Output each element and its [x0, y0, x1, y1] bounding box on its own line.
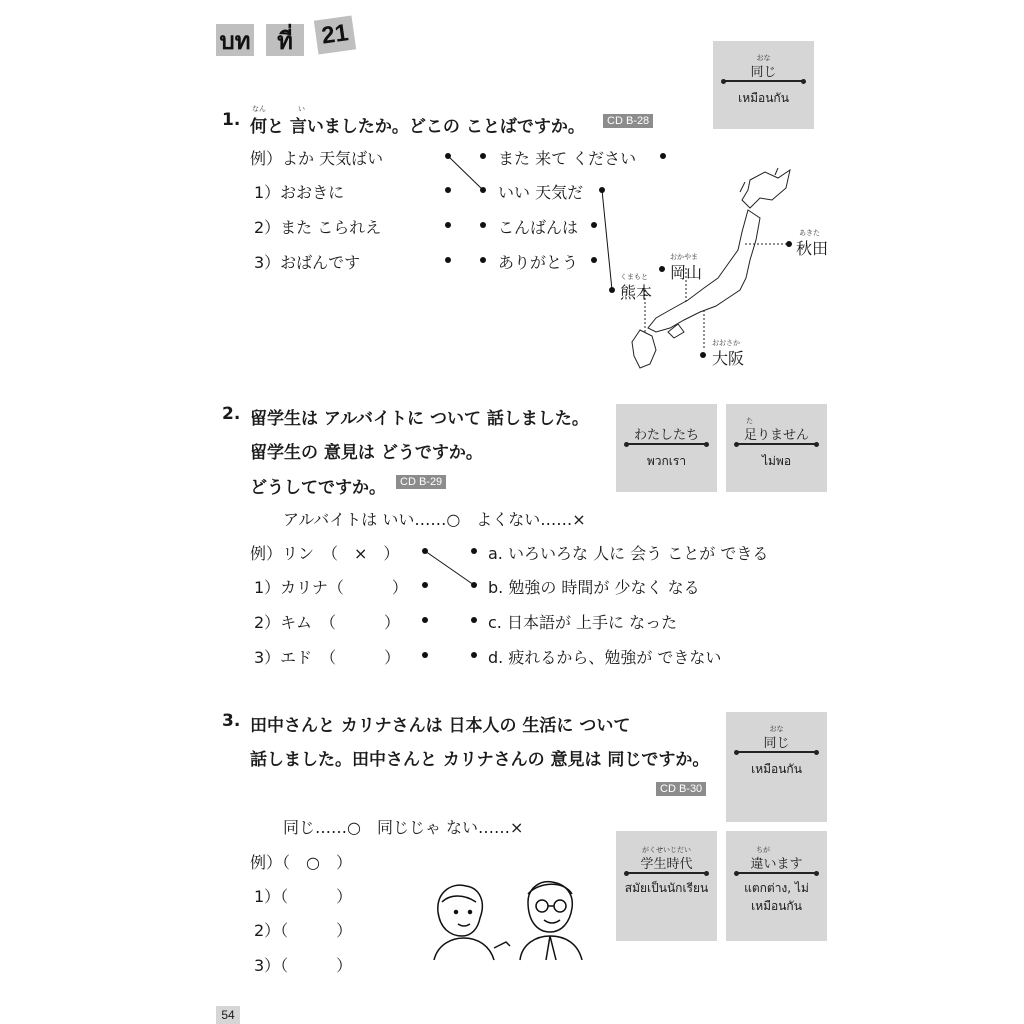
- q2-right-item-2: c. 日本語が 上手に なった: [488, 613, 678, 632]
- cd-track-badge: CD B-28: [603, 114, 653, 128]
- page-number: 54: [216, 1006, 240, 1024]
- vocab-meaning: เหมือนกัน: [751, 762, 802, 776]
- q2-left-item-1: 1）カリナ（ ）: [254, 578, 408, 597]
- map-label-osaka: 大阪: [712, 349, 745, 368]
- vocab-meaning: ไม่พอ: [761, 454, 792, 468]
- cd-track-badge: CD B-29: [396, 475, 446, 489]
- q1-left-item-1: 1）おおきに: [254, 183, 345, 202]
- q1-left-item-3: 3）おばんです: [254, 253, 361, 272]
- furigana: おおさか: [712, 339, 740, 347]
- q2-right-item-3: d. 疲れるから、勉強が できない: [488, 648, 722, 667]
- lesson-word-tab: บท: [216, 24, 254, 56]
- vocab-card: [726, 712, 827, 822]
- q3-number: 3.: [222, 711, 241, 731]
- q2-prompt-line1: 留学生は アルバイトに ついて 話しました。: [250, 409, 589, 429]
- furigana: くまもと: [620, 273, 648, 281]
- lesson-suffix-tab: ที่: [266, 24, 304, 56]
- vocab-word: 違います: [750, 857, 803, 872]
- vocab-card: [713, 41, 814, 129]
- q2-right-item-1: b. 勉強の 時間が 少なく なる: [488, 578, 700, 597]
- q3-answer-3: 3）（ ）: [254, 956, 353, 975]
- vocab-meaning: แตกต่าง, ไม่เหมือนกัน: [744, 881, 809, 913]
- q3-prompt-line2: 話しました。田中さんと カリナさんの 意見は 同じですか。: [250, 750, 710, 770]
- lesson-number-tab: 21: [314, 16, 356, 55]
- q2-prompt-line2: 留学生の 意見は どうですか。: [250, 443, 483, 463]
- vocab-word: 同じ: [763, 736, 790, 751]
- vocab-word: 足りません: [743, 428, 809, 443]
- vocab-meaning: เหมือนกัน: [738, 91, 789, 105]
- q1-left-item-0: 例）よか 天気ばい: [250, 149, 384, 168]
- vocab-card: [726, 831, 827, 941]
- map-label-kumamoto: 熊本: [620, 283, 653, 302]
- furigana: おな: [756, 54, 771, 62]
- furigana: おかやま: [670, 253, 698, 261]
- q1-left-item-2: 2）また こられえ: [254, 218, 382, 237]
- q3-legend: 同じ……○ 同じじゃ ない……×: [283, 818, 524, 837]
- conversation-illustration: [428, 872, 588, 962]
- furigana: た: [746, 417, 753, 425]
- q2-legend: アルバイトは いい……○ よくない……×: [283, 510, 586, 529]
- furigana: おな: [769, 725, 784, 733]
- cd-track-badge: CD B-30: [656, 782, 706, 796]
- vocab-meaning: พวกเรา: [646, 454, 687, 468]
- q3-answer-0: 例）（ ○ ）: [250, 853, 352, 872]
- q1-number: 1.: [222, 110, 241, 130]
- q1-right-item-1: いい 天気だ: [498, 183, 584, 202]
- q2-left-item-3: 3）エド （ ）: [254, 648, 401, 667]
- q1-right-item-2: こんばんは: [498, 218, 579, 237]
- q2-number: 2.: [222, 404, 241, 424]
- q2-left-item-0: 例）リン （ × ）: [250, 544, 400, 563]
- q3-answer-2: 2）（ ）: [254, 921, 353, 940]
- vocab-word: 同じ: [750, 65, 777, 80]
- furigana: がくせいじだい: [642, 846, 691, 854]
- q1-right-item-3: ありがとう: [498, 253, 579, 272]
- vocab-word: 学生時代: [640, 857, 693, 872]
- q2-right-item-0: a. いろいろな 人に 会う ことが できる: [488, 544, 769, 563]
- q2-left-item-2: 2）キム （ ）: [254, 613, 401, 632]
- q1-right-item-0: また 来て ください: [498, 149, 637, 168]
- furigana: なん: [252, 105, 266, 113]
- q3-answer-1: 1）（ ）: [254, 887, 353, 906]
- vocab-card: [616, 831, 717, 941]
- q2-prompt-line3: どうしてですか。: [250, 478, 386, 498]
- furigana: あきた: [799, 229, 820, 237]
- map-label-okayama: 岡山: [670, 263, 703, 282]
- q3-prompt-line1: 田中さんと カリナさんは 日本人の 生活に ついて: [250, 716, 631, 736]
- vocab-card: [726, 404, 827, 492]
- q1-prompt: 何と 言いましたか。どこの ことばですか。: [250, 117, 585, 137]
- map-label-akita: 秋田: [796, 239, 829, 258]
- vocab-meaning: สมัยเป็นนักเรียน: [624, 881, 709, 895]
- vocab-word: わたしたち: [633, 428, 699, 443]
- furigana: い: [298, 105, 305, 113]
- furigana: ちが: [756, 846, 770, 854]
- vocab-card: [616, 404, 717, 492]
